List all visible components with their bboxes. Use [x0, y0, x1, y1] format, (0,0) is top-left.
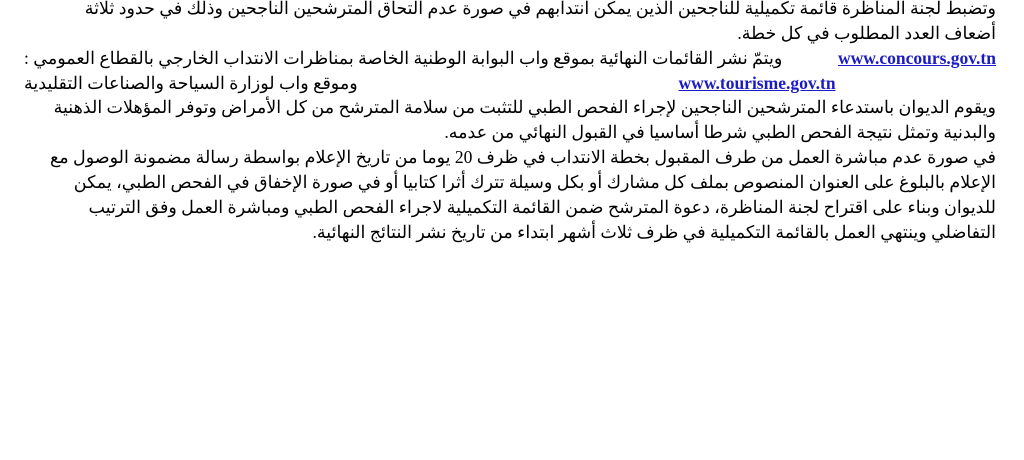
paragraph-line-with-link [24, 46, 996, 71]
tourisme-gov-tn-link[interactable]: www.tourisme.gov.tn [678, 72, 836, 93]
paragraph-line: للديوان وبناء على اقتراح لجنة المناظرة، دعوة المترشح ضمن القائمة التكميلية لاجراء الفحص الطبي ومباشرة العمل وفق الترتيب [88, 196, 996, 217]
paragraph-line-with-link-2 [24, 71, 996, 96]
paragraph-line: الإعلام بالبلوغ على العنوان المنصوص بملف كل مشارك أو بكل وسيلة تترك أثرا كتابيا أو في صورة الإخفاق في الفحص الطبي، يمكن [73, 171, 996, 192]
paragraph-line: أضعاف العدد المطلوب في كل خطة. [737, 22, 996, 43]
document-body [24, 0, 996, 444]
paragraph-line: التفاضلي وينتهي العمل بالقائمة التكميلية في ظرف ثلاث أشهر ابتداء من تاريخ نشر النتائج النهائية. [312, 221, 996, 242]
paragraph-line: ويقوم الديوان باستدعاء المترشحين الناجحين لإجراء الفحص الطبي للتثبت من سلامة المترشح من كل الأمراض وتوفر المؤهلات الذهنية [53, 97, 996, 118]
paragraph-lead-text: ويتمّ نشر القائمات النهائية بموقع واب البوابة الوطنية الخاصة بمناظرات الانتداب الخارجي بالقطاع العمومي : [24, 47, 783, 68]
paragraph-publication-websites [24, 46, 996, 96]
page-blank-area [24, 244, 996, 444]
paragraph-non-commencement [24, 145, 996, 244]
concours-gov-tn-link[interactable]: www.concours.gov.tn [838, 47, 996, 68]
paragraph-line: وتضبط لجنة المناظرة قائمة تكميلية للناجحين الذين يمكن انتدابهم في صورة عدم التحاق المترشحين الناجحين وذلك في حدود ثلاثة [84, 0, 996, 18]
paragraph-line: والبدنية وتمثل نتيجة الفحص الطبي شرطا أساسيا في القبول النهائي من عدمه. [444, 122, 996, 143]
paragraph-middle-text: وموقع واب لوزارة السياحة والصناعات التقليدية [24, 72, 358, 93]
paragraph-line: في صورة عدم مباشرة العمل من طرف المقبول بخطة الانتداب في ظرف 20 يوما من تاريخ الإعلام بواسطة رسالة مضمونة الوصول مع [49, 147, 996, 168]
paragraph-medical-exam [24, 95, 996, 145]
paragraph-supplementary-list [24, 0, 996, 46]
